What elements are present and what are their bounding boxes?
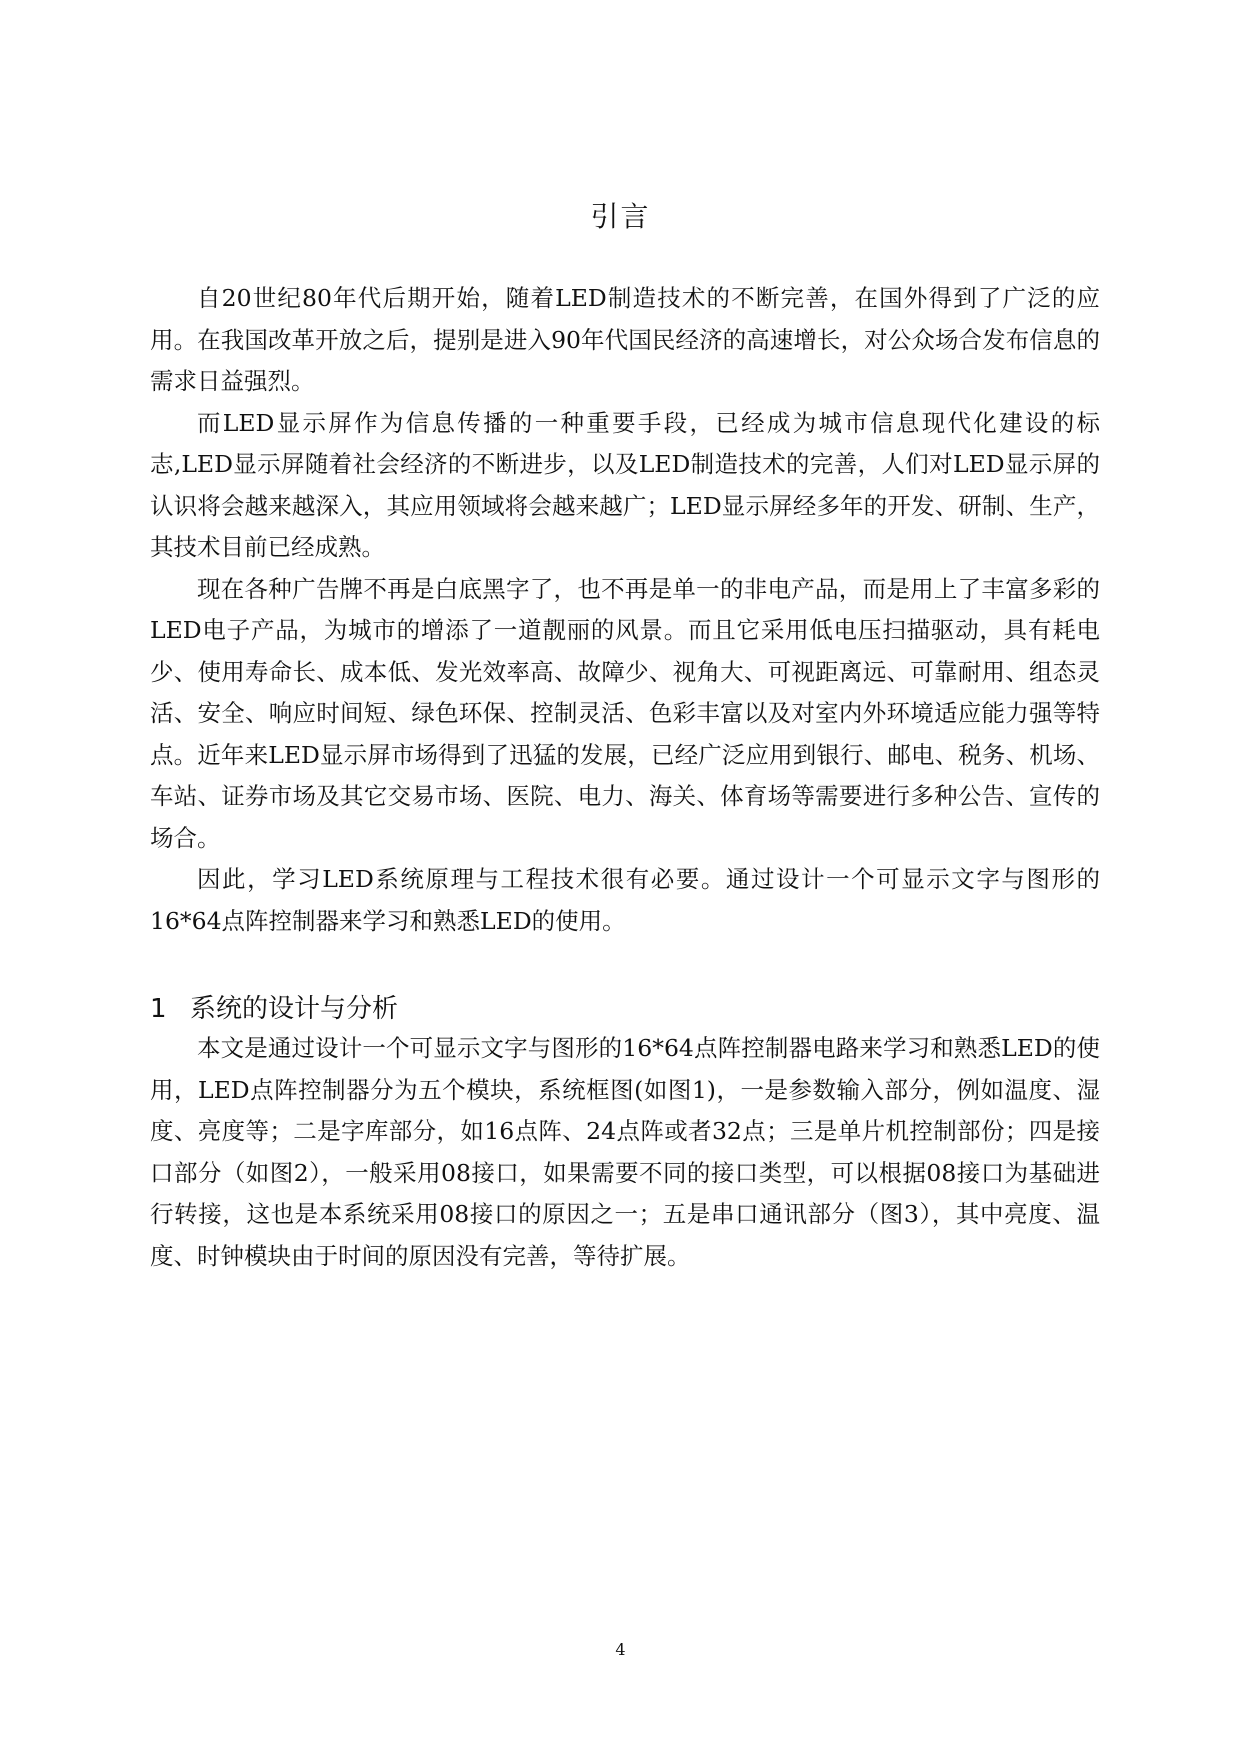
section-paragraph: 本文是通过设计一个可显示文字与图形的16*64点阵控制器电路来学习和熟悉LED的使用，LED点阵控制器分为五个模块，系统框图(如图1)，一是参数输入部分，例如温度、湿度、亮度等；二是字库部分，如16点阵、24点阵或者32点；三是单片机控制部份；四是接口部分（如图2），一般采用08接口，如果需要不同的接口类型，可以根据08接口为基础进行转接，这也是本系统采用08接口的原因之一；五是串口通讯部分（图3），其中亮度、温度、时钟模块由于时间的原因没有完善，等待扩展。 <box>150 1034 1100 1270</box>
intro-paragraph-1: 自20世纪80年代后期开始，随着LED制造技术的不断完善，在国外得到了广泛的应用。在我国改革开放之后，提别是进入90年代国民经济的高速增长，对公众场合发布信息的需求日益强烈。 <box>150 284 1100 395</box>
page-number: 4 <box>615 1640 626 1659</box>
intro-paragraph-4: 因此，学习LED系统原理与工程技术很有必要。通过设计一个可显示文字与图形的16*64点阵控制器来学习和熟悉LED的使用。 <box>150 865 1100 935</box>
intro-section <box>150 278 1100 942</box>
intro-paragraph-3: 现在各种广告牌不再是白底黑字了，也不再是单一的非电产品，而是用上了丰富多彩的LED电子产品，为城市的增添了一道靓丽的风景。而且它采用低电压扫描驱动，具有耗电少、使用寿命长、成本低、发光效率高、故障少、视角大、可视距离远、可靠耐用、组态灵活、安全、响应时间短、绿色环保、控制灵活、色彩丰富以及对室内外环境适应能力强等特点。近年来LED显示屏市场得到了迅猛的发展，已经广泛应用到银行、邮电、税务、机场、车站、证券市场及其它交易市场、医院、电力、海关、体育场等需要进行多种公告、宣传的场合。 <box>150 574 1100 852</box>
section-heading <box>150 988 398 1025</box>
section-title: 系统的设计与分析 <box>190 994 399 1024</box>
section-number: 1 <box>150 994 167 1024</box>
intro-paragraph-2: 而LED显示屏作为信息传播的一种重要手段，已经成为城市信息现代化建设的标志,LED显示屏随着社会经济的不断进步，以及LED制造技术的完善，人们对LED显示屏的认识将会越来越深入，其应用领域将会越来越广；LED显示屏经多年的开发、研制、生产，其技术目前已经成熟。 <box>150 408 1100 561</box>
section-body <box>150 1028 1100 1277</box>
page-title: 引言 <box>590 200 651 233</box>
